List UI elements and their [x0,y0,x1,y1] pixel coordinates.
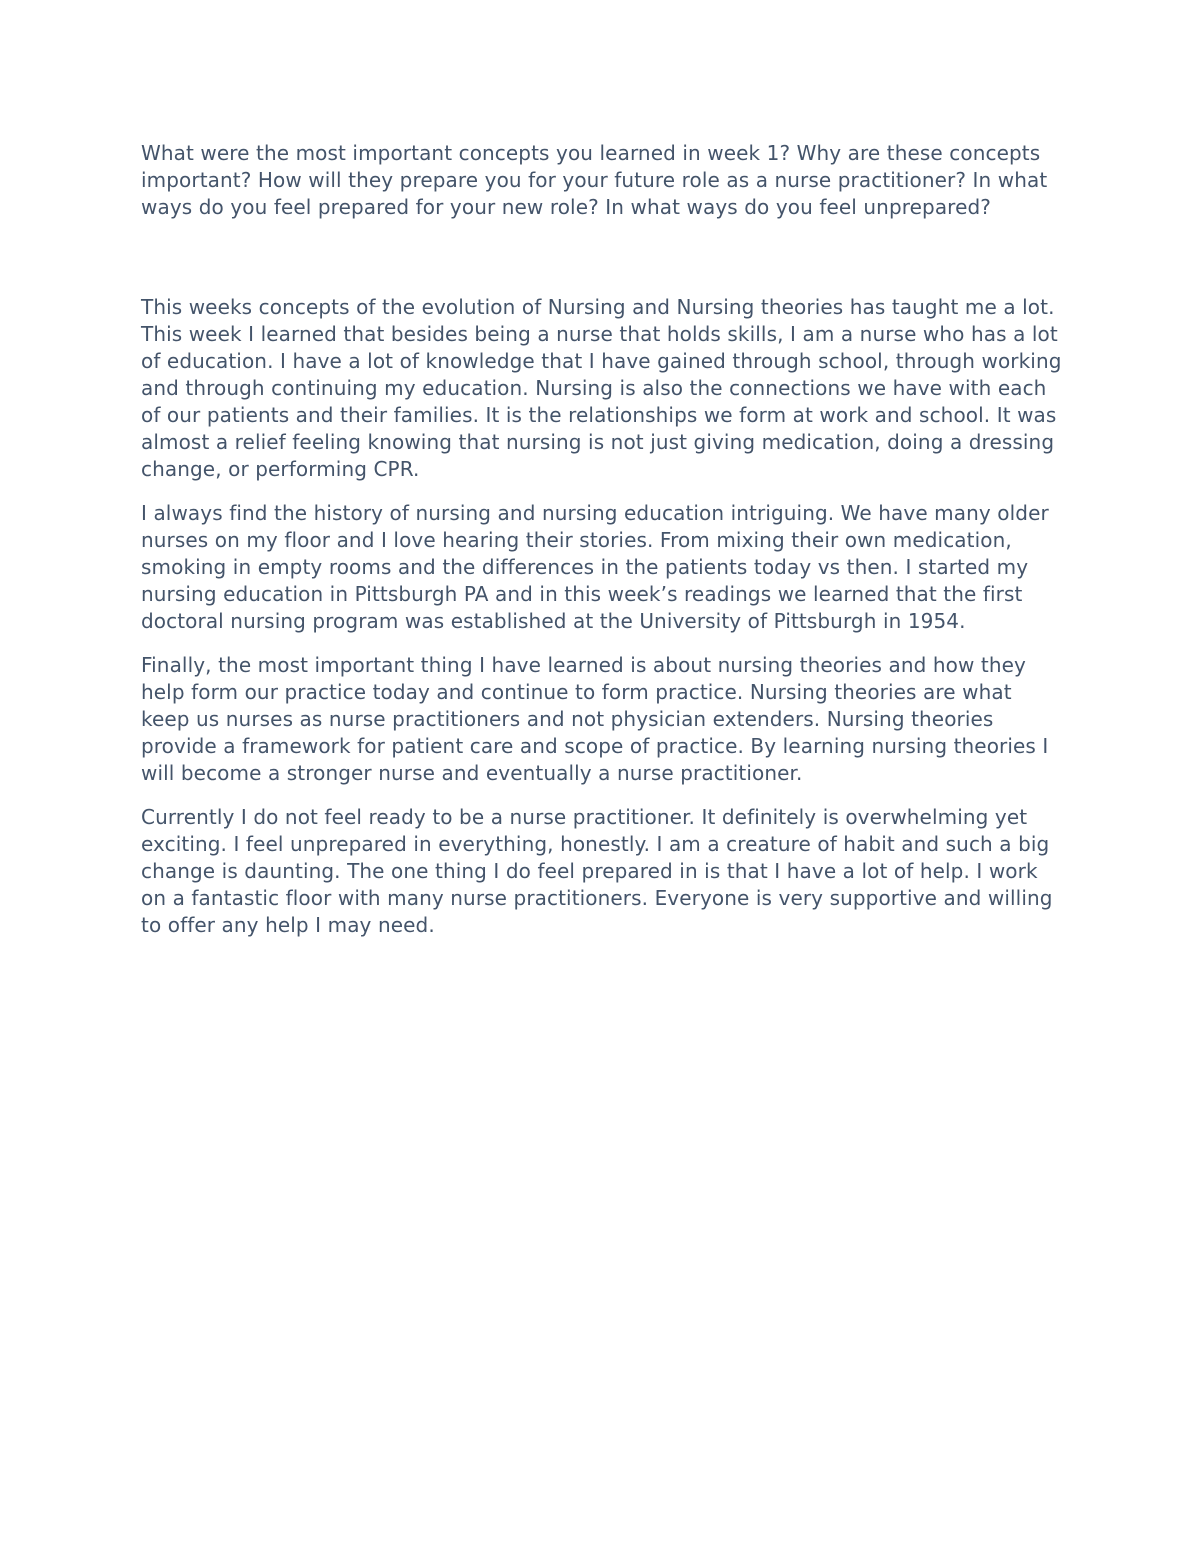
response-section [141,294,1066,939]
response-paragraph-2: I always find the history of nursing and nursing education intriguing. We have many older nurses on my floor and I love hearing their stories. From mixing their own medication, smoking in empty rooms and the differences in the patients today vs then. I started my nursing education in Pittsburgh PA and in this week’s readings we learned that the first doctoral nursing program was established at the University of Pittsburgh in 1954. [141,501,1049,633]
response-paragraph-1: This weeks concepts of the evolution of Nursing and Nursing theories has taught me a lot. This week I learned that besides being a nurse that holds skills, I am a nurse who has a lot of education. I have a lot of knowledge that I have gained through school, through working and through continuing my education. Nursing is also the connections we have with each of our patients and their families. It is the relationships we form at work and school. It was almost a relief feeling knowing that nursing is not just giving medication, doing a dressing change, or performing CPR. [141,295,1062,481]
document-body [141,140,1066,956]
prompt-question: What were the most important concepts you learned in week 1? Why are these concepts important? How will they prepare you for your future role as a nurse practitioner? In what ways do you feel prepared for your new role? In what ways do you feel unprepared? [141,141,1048,219]
response-paragraph-4: Currently I do not feel ready to be a nurse practitioner. It definitely is overwhelming yet exciting. I feel unprepared in everything, honestly. I am a creature of habit and such a big change is daunting. The one thing I do feel prepared in is that I have a lot of help. I work on a fantastic floor with many nurse practitioners. Everyone is very supportive and willing to offer any help I may need. [141,805,1053,937]
response-paragraph-3: Finally, the most important thing I have learned is about nursing theories and how they help form our practice today and continue to form practice. Nursing theories are what keep us nurses as nurse practitioners and not physician extenders. Nursing theories provide a framework for patient care and scope of practice. By learning nursing theories I will become a stronger nurse and eventually a nurse practitioner. [141,653,1049,785]
